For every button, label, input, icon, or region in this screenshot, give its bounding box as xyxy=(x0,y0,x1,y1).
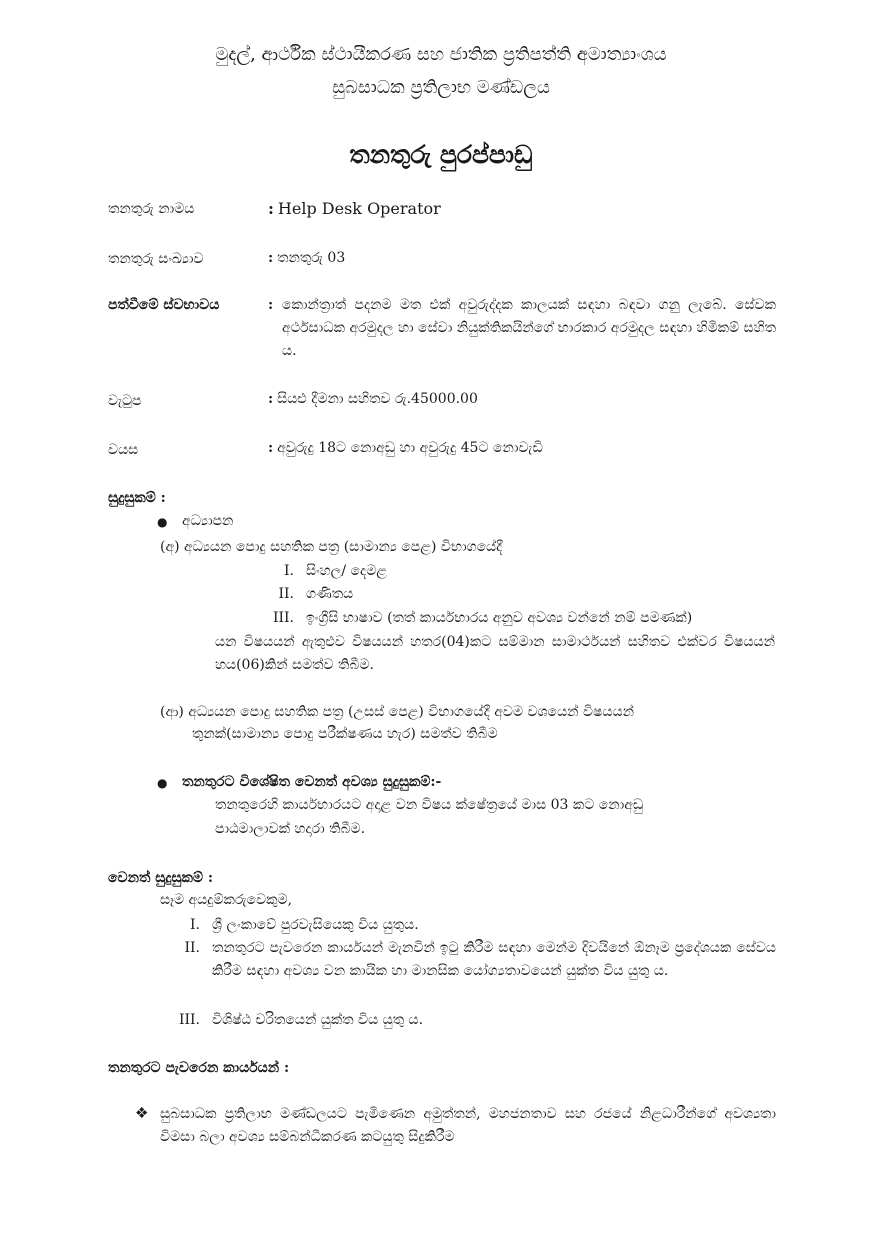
age-value xyxy=(268,440,543,456)
colon: : xyxy=(268,250,274,266)
salary-value xyxy=(268,391,478,407)
other-item-num: I. xyxy=(190,917,200,933)
other-item-text: තනතුරට පැවරෙන කාර්යයන් මැනවින් ඉටු කිරීම සඳහා මෙන්ම දිවයිනේ ඕනෑම ප්‍රදේශයක සේවය කිරීම සඳහා අවශ්‍ය වන කායික හා මානසික යෝග්‍යතාවයෙන් යුක්ත විය යුතු ය. xyxy=(212,940,776,979)
nature-value: කොන්ත්‍රාත් පදනම මත එක් අවුරුද්දක කාලයක් සඳහා බඳවා ගනු ලැබේ. සේවක අර්ථසාධක අරමුදල හා සේවා නියුක්තිකයින්ගේ භාරකාර අරමුදල සඳහා හිමිකම් සහිත ය. xyxy=(282,297,776,359)
ol-subject-num: III. xyxy=(272,610,294,626)
post-count-label: තනතුරු සංඛ්‍යාව xyxy=(108,251,204,267)
ol-subject-text: ඉංග්‍රීසි භාෂාව (තත් කාර්යභාරය අනුව අවශ්‍ය වන්නේ නම් පමණක්) xyxy=(306,610,693,626)
diamond-bullet-icon: ❖ xyxy=(135,1104,149,1122)
post-name-value xyxy=(268,199,441,218)
other-heading: වෙනත් සුදුසුකම් : xyxy=(108,870,214,886)
special-bullet: තනතුරට විශේෂිත වෙනත් අවශ්‍ය සුදුසුකම්:- xyxy=(182,774,442,790)
colon: : xyxy=(268,391,274,407)
ministry-header: මුදල්, ආර්ථික ස්ථායීකරණ සහ ජාතික ප්‍රතිපත්ති අමාත්‍යාංශය xyxy=(215,44,667,65)
other-item-num: II. xyxy=(184,940,200,956)
other-item-num: III. xyxy=(178,1012,200,1028)
qualifications-heading: සුදුසුකම් : xyxy=(108,490,166,506)
post-name-text: Help Desk Operator xyxy=(277,199,441,218)
al-line-2: තුනක්(සාමාන්‍ය පොදු පරීක්ෂණය හැර) සමත්ව තිබීම xyxy=(192,726,498,742)
salary-text: සියළු දීමනා සහිතව රු.45000.00 xyxy=(277,391,478,407)
age-label: වයස xyxy=(108,442,139,458)
ol-tail: යන විෂයයන් ඇතුළුව විෂයයන් හතර(04)කට සම්මාන සාමාර්ථයන් සහිතව එක්වර විෂයයන් හය(06)කින් සමත්ව තිබීම. xyxy=(215,634,775,673)
nature-colon: : xyxy=(268,297,274,313)
bullet-dot: ● xyxy=(157,776,168,790)
post-count-value xyxy=(268,250,345,266)
age-text: අවුරුදු 18ට නොඅඩු හා අවුරුදු 45ට නොවැඩි xyxy=(277,440,543,456)
ol-subject-text: සිංහල/ දෙමළ xyxy=(306,563,387,579)
bullet-dot: ● xyxy=(157,515,168,529)
education-bullet: අධ්‍යාපන xyxy=(182,513,234,529)
nature-label: පත්වීමේ ස්වභාවය xyxy=(108,297,220,313)
al-line-1: (ආ) අධ්‍යයන පොදු සහතික පත්‍ර (උසස් පෙළ) විභාගයේදී අවම වශයෙන් විෂයයන් xyxy=(160,704,635,720)
duties-heading: තනතුරට පැවරෙන කාර්යයන් : xyxy=(108,1060,290,1076)
ol-intro: (අ) අධ්‍යයන පොදු සහතික පත්‍ර (සාමාන්‍ය පෙළ) විභාගයේදී xyxy=(160,539,503,555)
board-header: සුබසාධක ප්‍රතිලාභ මණ්ඩලය xyxy=(332,77,550,98)
page-title: තනතුරු පුරප්පාඩු xyxy=(349,140,533,169)
special-line-2: පාඨමාලාවක් හදාරා තිබීම. xyxy=(215,821,366,837)
other-item-text: ශ්‍රී ලංකාවේ පුරවැසියෙකු විය යුතුය. xyxy=(212,917,419,933)
duty-item: සුබසාධක ප්‍රතිලාභ මණ්ඩලයට පැමිණෙන අමුත්තන්, මහජනතාව සහ රජයේ නිළධාරීන්ගේ අවශ්‍යතා විමසා බලා අවශ්‍ය සම්බන්ධීකරණ කටයුතු සිදුකිරීම xyxy=(160,1106,776,1145)
special-line-1: තනතුරෙහි කාර්යභාරයට අදාළ වන විෂය ක්ෂේත්‍රයේ මාස 03 කට නොඅඩු xyxy=(215,797,644,813)
colon: : xyxy=(268,440,274,456)
colon: : xyxy=(268,199,274,218)
post-count-text: තනතුරු 03 xyxy=(277,250,346,266)
ol-subject-num: I. xyxy=(284,563,294,579)
other-item-text: විශිෂ්ඨ චරිතයෙන් යුක්ත විය යුතු ය. xyxy=(212,1012,424,1028)
ol-subject-num: II. xyxy=(278,586,294,602)
post-name-label: තනතුරු නාමය xyxy=(108,201,195,217)
ol-subject-text: ගණිතය xyxy=(306,586,354,602)
salary-label: වැටුප xyxy=(108,393,142,409)
other-intro: සෑම අයදුම්කරුවෙකුම, xyxy=(160,892,293,908)
